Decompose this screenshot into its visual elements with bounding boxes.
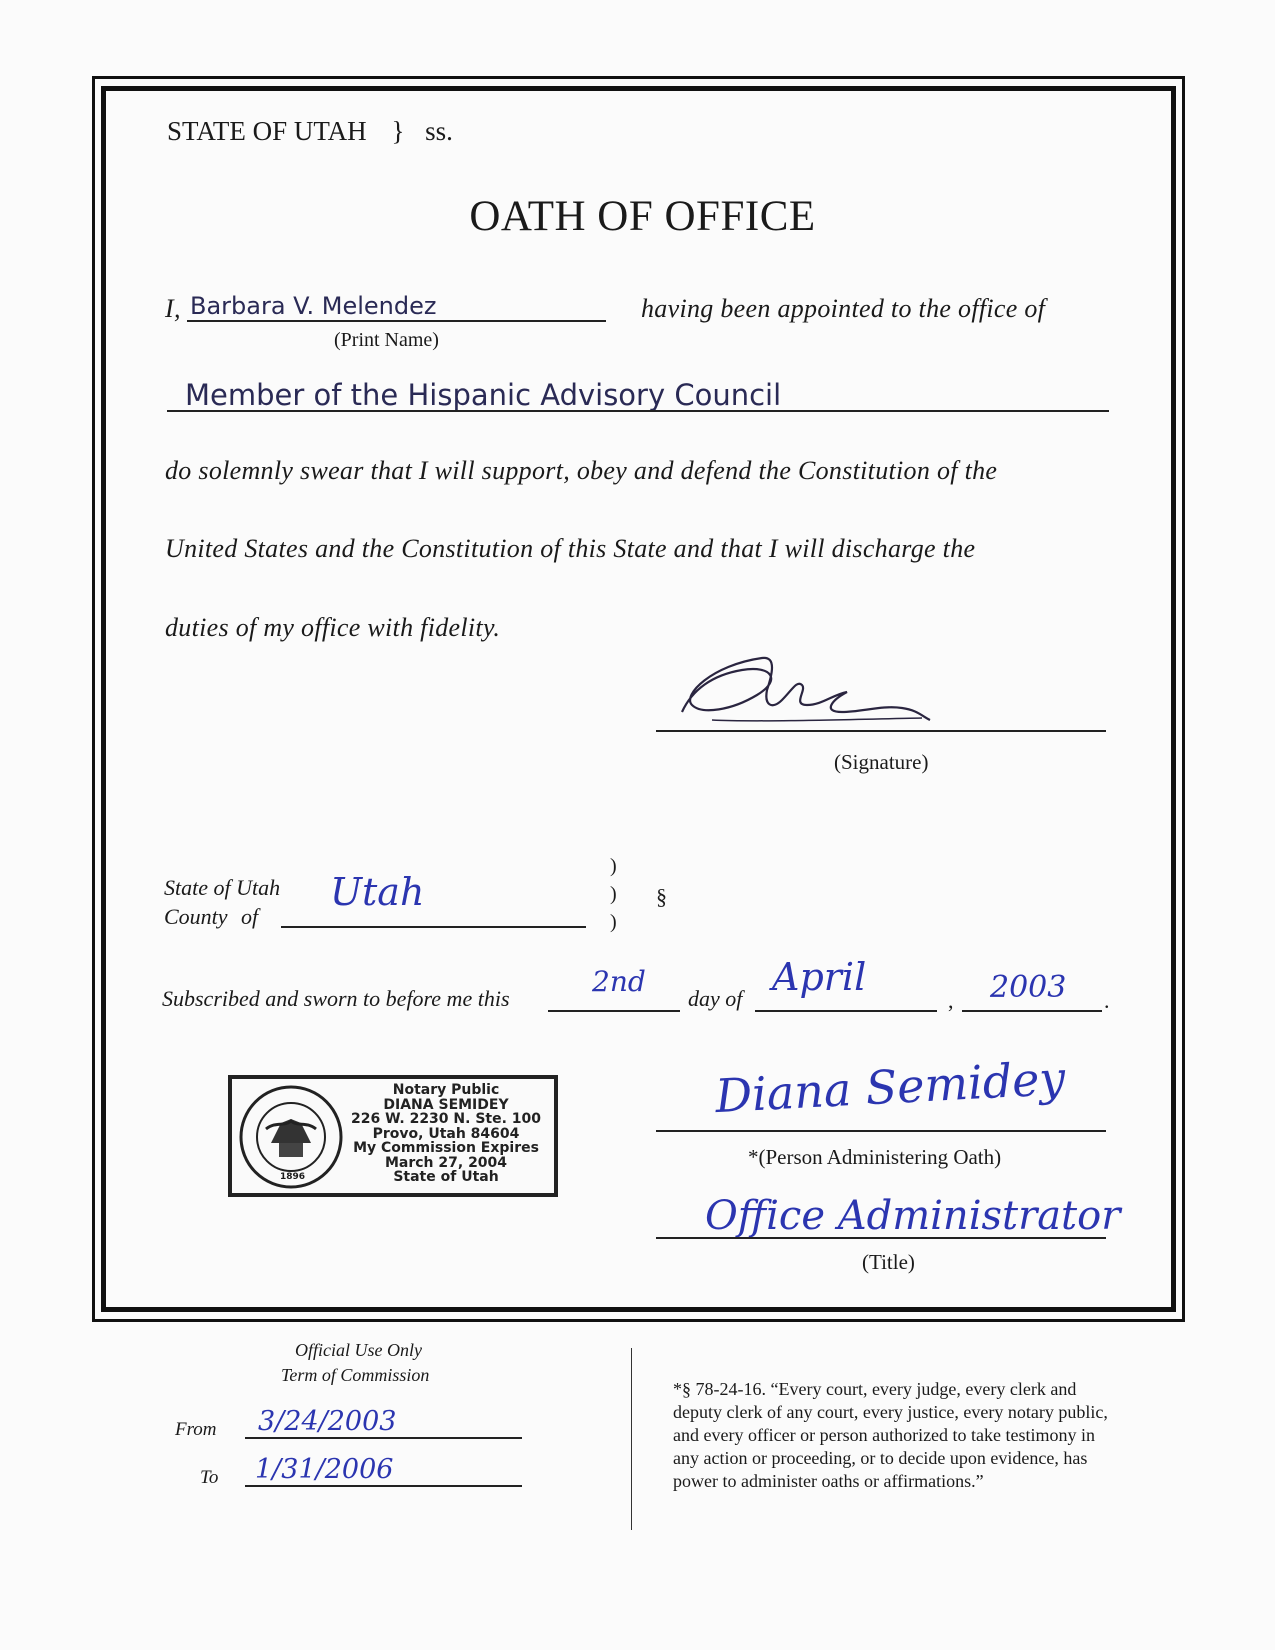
ss-label: ss. bbox=[425, 116, 453, 146]
official-heading-1: Official Use Only bbox=[295, 1340, 422, 1360]
administrator-title-value: Office Administrator bbox=[705, 1193, 1121, 1239]
stamp-line-3: 226 W. 2230 N. Ste. 100 bbox=[350, 1111, 542, 1127]
section-divider bbox=[631, 1348, 632, 1530]
state-label: STATE OF UTAH bbox=[167, 116, 367, 146]
stamp-line-6: March 27, 2004 bbox=[384, 1154, 508, 1171]
footnote-line-5: power to administer oaths or affirmations.” bbox=[673, 1471, 984, 1491]
i-prefix: I, bbox=[165, 294, 181, 323]
county-line bbox=[281, 926, 586, 928]
print-name-line bbox=[187, 320, 606, 322]
stamp-line-1: Notary Public bbox=[392, 1082, 500, 1098]
title-line bbox=[656, 1237, 1106, 1239]
print-name-value: Barbara V. Melendez bbox=[190, 292, 437, 320]
statute-footnote bbox=[673, 1378, 1108, 1493]
sworn-period: . bbox=[1104, 988, 1110, 1013]
notary-stamp bbox=[228, 1075, 558, 1197]
section-symbol: § bbox=[656, 884, 667, 909]
stamp-line-4: Provo, Utah 84604 bbox=[372, 1125, 520, 1142]
brace: } bbox=[391, 116, 405, 146]
footnote-line-4: any action or proceeding, or to decide upon evidence, has bbox=[673, 1448, 1088, 1468]
footnote-line-3: and every officer or person authorized to take testimony in bbox=[673, 1425, 1096, 1445]
to-value: 1/31/2006 bbox=[255, 1454, 394, 1485]
stamp-line-7: State of Utah bbox=[393, 1169, 499, 1185]
to-line bbox=[245, 1485, 522, 1487]
sworn-day-of: day of bbox=[688, 986, 743, 1011]
venue-paren-2: ) bbox=[610, 883, 617, 905]
footnote-line-1: *§ 78-24-16. “Every court, every judge, every clerk and bbox=[673, 1379, 1077, 1399]
page-title: OATH OF OFFICE bbox=[469, 193, 816, 240]
stamp-line-2: DIANA SEMIDEY bbox=[383, 1096, 509, 1113]
title-caption: (Title) bbox=[862, 1250, 915, 1274]
from-line bbox=[245, 1437, 522, 1439]
from-value: 3/24/2003 bbox=[258, 1406, 397, 1437]
sworn-comma: , bbox=[948, 988, 954, 1013]
signature-line bbox=[656, 730, 1106, 732]
sworn-day-value: 2nd bbox=[592, 965, 646, 998]
venue-county-label: County of bbox=[164, 904, 259, 929]
venue-paren-3: ) bbox=[610, 911, 617, 933]
state-heading bbox=[167, 116, 453, 147]
stamp-text bbox=[340, 1083, 552, 1185]
signature-caption: (Signature) bbox=[834, 750, 929, 774]
appointed-text: having been appointed to the office of bbox=[641, 294, 1046, 323]
to-label: To bbox=[200, 1467, 219, 1488]
sworn-prefix: Subscribed and sworn to before me this bbox=[162, 986, 510, 1011]
venue-paren-1: ) bbox=[610, 855, 617, 877]
sworn-day-line bbox=[548, 1010, 680, 1012]
office-line bbox=[167, 410, 1109, 412]
administrator-signature: Diana Semidey bbox=[713, 1050, 1067, 1124]
office-value: Member of the Hispanic Advisory Council bbox=[185, 378, 782, 412]
county-value: Utah bbox=[330, 870, 425, 914]
official-heading-2: Term of Commission bbox=[281, 1365, 430, 1385]
sworn-year-value: 2003 bbox=[990, 970, 1067, 1005]
oath-line-1: do solemnly swear that I will support, obey and defend the Constitution of the bbox=[165, 456, 998, 485]
sworn-year-line bbox=[962, 1010, 1102, 1012]
footnote-line-2: deputy clerk of any court, every justice, every notary public, bbox=[673, 1402, 1108, 1422]
administrator-line bbox=[656, 1130, 1106, 1132]
oath-line-3: duties of my office with fidelity. bbox=[165, 613, 501, 642]
administrator-caption: *(Person Administering Oath) bbox=[748, 1145, 1002, 1169]
oath-signature bbox=[672, 650, 942, 735]
seal-year: 1896 bbox=[280, 1172, 306, 1182]
from-label: From bbox=[175, 1419, 217, 1440]
print-name-caption: (Print Name) bbox=[334, 329, 439, 351]
sworn-month-line bbox=[755, 1010, 937, 1012]
sworn-month-value: April bbox=[772, 955, 867, 999]
oath-line-2: United States and the Constitution of this State and that I will discharge the bbox=[165, 534, 976, 563]
stamp-line-5: My Commission Expires bbox=[353, 1140, 539, 1156]
venue-state-label: State of Utah bbox=[164, 875, 281, 900]
